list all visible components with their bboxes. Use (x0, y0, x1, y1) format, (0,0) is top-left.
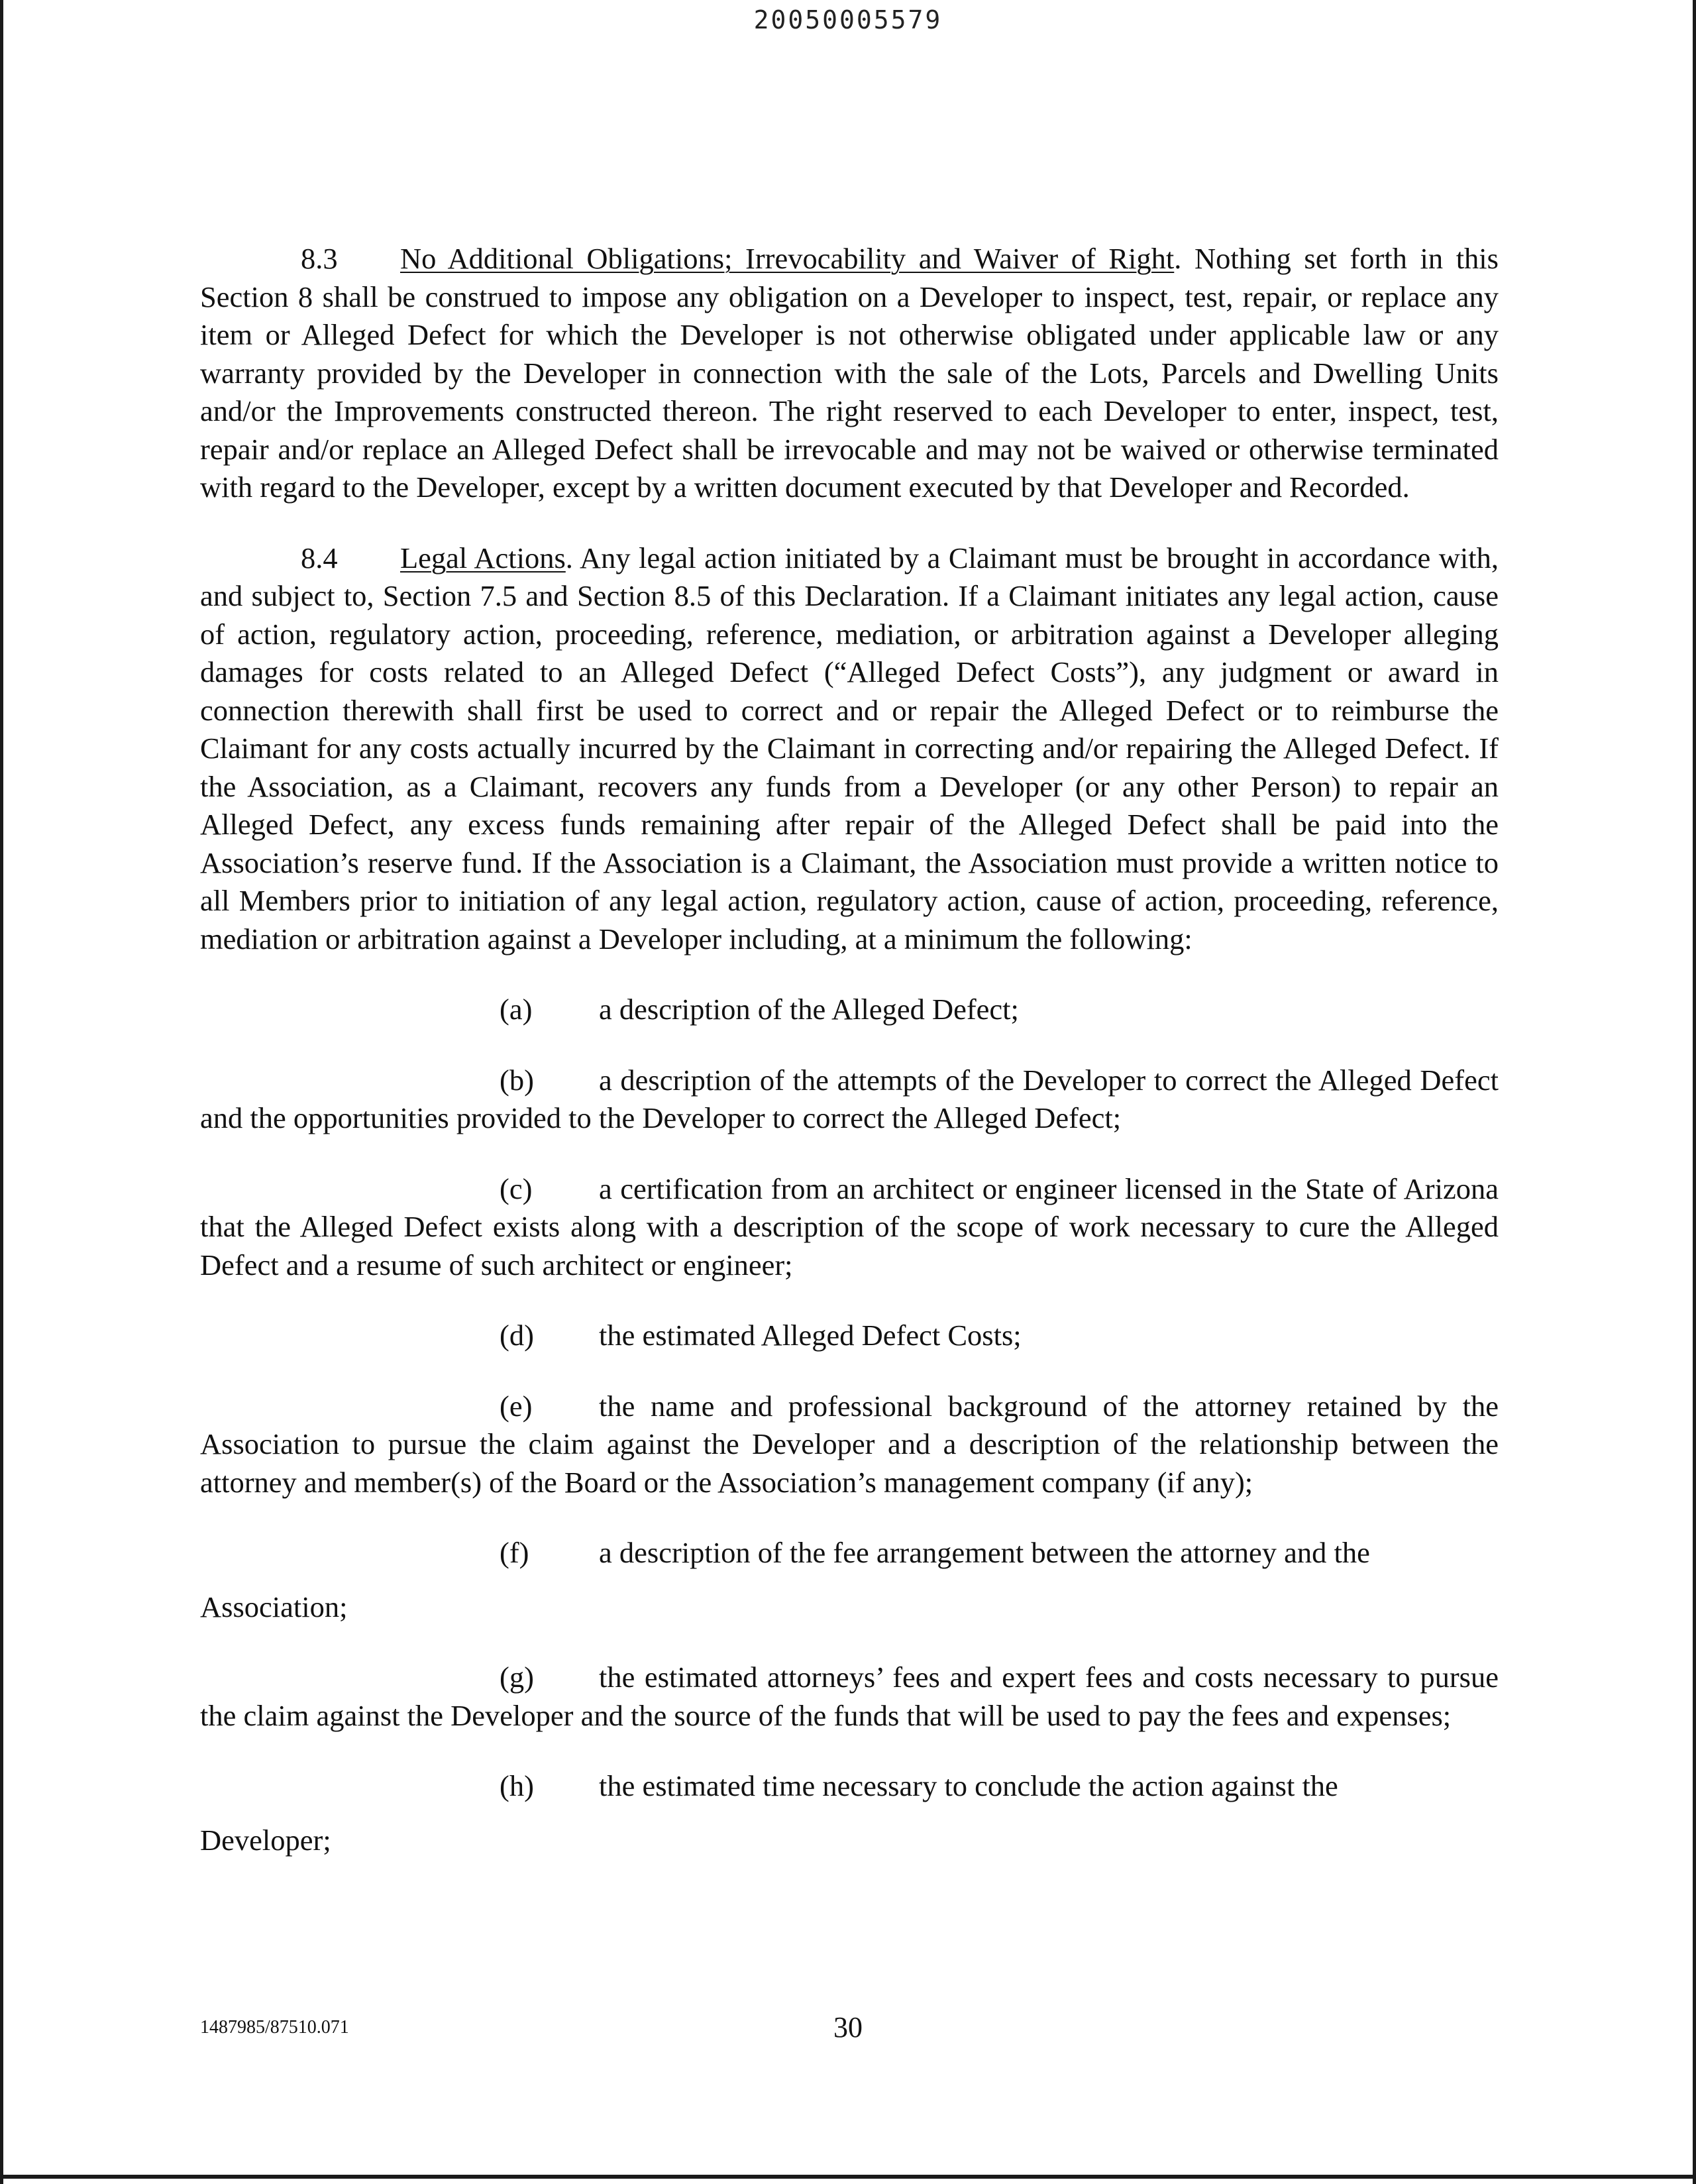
list-item-c (200, 1170, 1499, 1285)
section-8-3 (200, 240, 1499, 507)
scan-right-edge (1693, 0, 1696, 2184)
list-item-a (200, 991, 1499, 1029)
item-label: (f) (500, 1536, 529, 1569)
item-label: (a) (500, 993, 533, 1026)
section-number: 8.4 (301, 541, 338, 574)
list-item-e (200, 1388, 1499, 1502)
item-text: a description of the fee arrangement between the attorney and the (599, 1536, 1370, 1569)
item-continuation: Developer; (200, 1823, 331, 1857)
list-item-h (200, 1767, 1499, 1859)
item-text: the estimated Alleged Defect Costs; (599, 1319, 1022, 1352)
item-text: a description of the Alleged Defect; (599, 993, 1019, 1026)
item-label: (d) (500, 1319, 534, 1352)
item-label: (h) (500, 1769, 534, 1802)
item-text: a certification from an architect or engineer licensed in the State of Arizona that the Alleged Defect exists along with a description of the scope of work necessary to cure the Alleged Defect and a resume of such architect or engineer; (200, 1172, 1499, 1282)
list-item-f (200, 1534, 1499, 1626)
item-label: (e) (500, 1389, 533, 1423)
item-text: a description of the attempts of the Developer to correct the Alleged Defect and the opportunities provided to the Developer to correct the Alleged Defect; (200, 1063, 1499, 1134)
list-item-d (200, 1317, 1499, 1355)
section-heading: No Additional Obligations; Irrevocability and Waiver of Right (400, 242, 1175, 275)
scan-bottom-edge (0, 2175, 1696, 2179)
scan-left-edge (0, 0, 3, 2184)
section-text: . Any legal action initiated by a Claimant must be brought in accordance with, and subject to, Section 7.5 and Section 8.5 of this Declaration. If a Claimant initiates any legal action, cause of action, regulatory action, proceeding, reference, mediation, or arbitration against a Developer alleging damages for costs related to an Alleged Defect (“Alleged Defect Costs”), any judgment or award in connection therewith shall first be used to correct and or repair the Alleged Defect or to reimburse the Claimant for any costs actually incurred by the Claimant in correcting and/or repairing the Alleged Defect. If the Association, as a Claimant, recovers any funds from a Developer (or any other Person) to repair an Alleged Defect, any excess funds remaining after repair of the Alleged Defect shall be paid into the Association’s reserve fund. If the Association is a Claimant, the Association must provide a written notice to all Members prior to initiation of any legal action, regulatory action, cause of action, proceeding, reference, mediation or arbitration against a Developer including, at a minimum the following: (200, 541, 1499, 956)
page-number: 30 (833, 2011, 863, 2044)
section-8-4 (200, 539, 1499, 959)
recording-number: 20050005579 (753, 5, 943, 34)
item-label: (g) (500, 1661, 534, 1694)
item-label: (b) (500, 1063, 534, 1097)
list-item-b (200, 1062, 1499, 1138)
item-text: the name and professional background of the attorney retained by the Association to pursue the claim against the Developer and a description of the relationship between the attorney and member(s) of the Board or the Association’s management company (if any); (200, 1389, 1499, 1499)
section-text: . Nothing set forth in this Section 8 shall be construed to impose any obligation on a Developer to inspect, test, repair, or replace any item or Alleged Defect for which the Developer is not otherwise obligated under applicable law or any warranty provided by the Developer in connection with the sale of the Lots, Parcels and Dwelling Units and/or the Improvements constructed thereon. The right reserved to each Developer to enter, inspect, test, repair and/or replace an Alleged Defect shall be irrevocable and may not be waived or otherwise terminated with regard to the Developer, except by a written document executed by that Developer and Recorded. (200, 242, 1499, 504)
item-text: the estimated attorneys’ fees and expert fees and costs necessary to pursue the claim against the Developer and the source of the funds that will be used to pay the fees and expenses; (200, 1661, 1499, 1732)
document-id: 1487985/87510.071 (200, 2017, 349, 2038)
item-label: (c) (500, 1172, 533, 1205)
document-body (200, 240, 1499, 1892)
section-number: 8.3 (301, 242, 338, 275)
list-item-g (200, 1659, 1499, 1735)
item-continuation: Association; (200, 1590, 348, 1623)
section-heading: Legal Actions (400, 541, 566, 574)
item-text: the estimated time necessary to conclude the action against the (599, 1769, 1338, 1802)
